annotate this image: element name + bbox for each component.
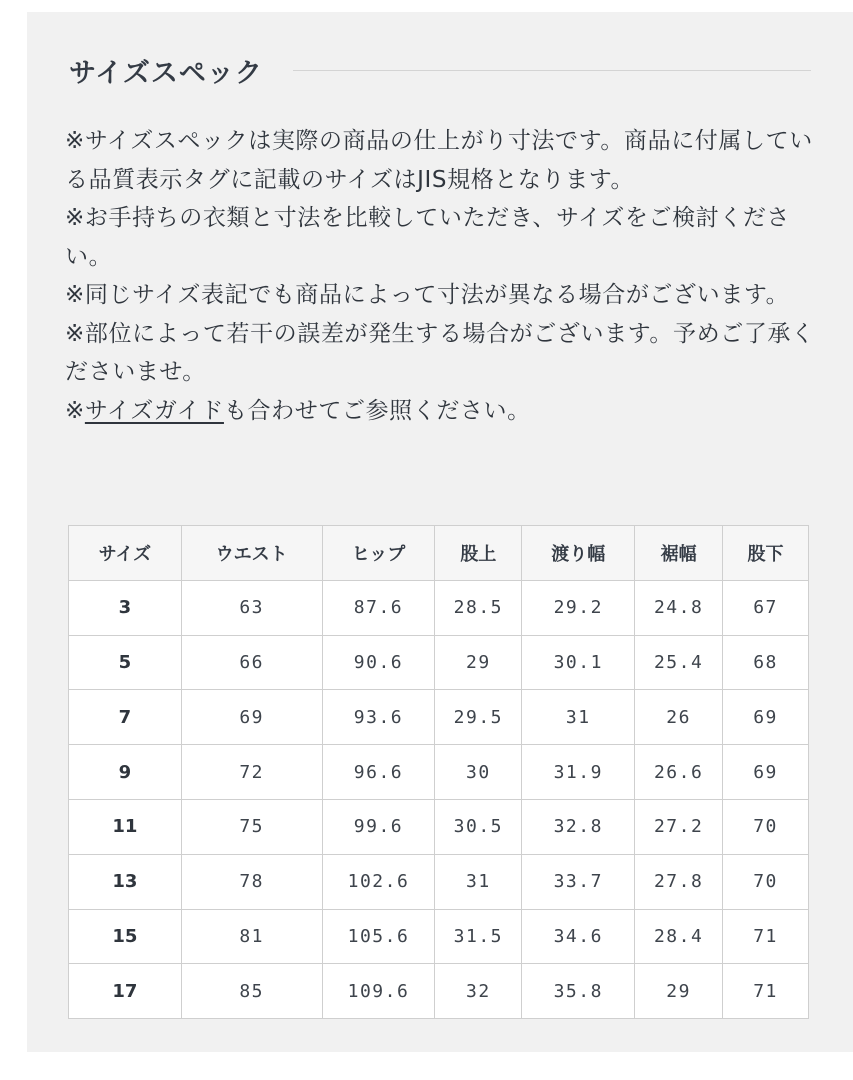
column-header: ウエスト (181, 526, 322, 581)
table-cell: 90.6 (322, 635, 435, 690)
size-cell: 7 (69, 690, 182, 745)
note-2: ※お手持ちの衣類と寸法を比較していただき、サイズをご検討ください。 (65, 205, 791, 270)
table-cell: 34.6 (522, 909, 635, 964)
table-cell: 27.2 (635, 799, 723, 854)
table-cell: 96.6 (322, 745, 435, 800)
table-cell: 93.6 (322, 690, 435, 745)
table-cell: 69 (181, 690, 322, 745)
note-4: ※部位によって若干の誤差が発生する場合がございます。予めご了承くださいませ。 (65, 320, 815, 385)
table-cell: 25.4 (635, 635, 723, 690)
size-guide-link[interactable]: サイズガイド (84, 397, 224, 424)
section-title: サイズスペック (69, 57, 263, 89)
size-cell: 11 (69, 799, 182, 854)
column-header: 股下 (723, 526, 809, 581)
size-cell: 15 (69, 909, 182, 964)
table-row (69, 635, 809, 690)
table-cell: 30 (435, 745, 522, 800)
column-header: ヒップ (322, 526, 435, 581)
table-cell: 28.4 (635, 909, 723, 964)
size-cell: 9 (69, 745, 182, 800)
column-header: 裾幅 (635, 526, 723, 581)
table-cell: 68 (723, 635, 809, 690)
note-3: ※同じサイズ表記でも商品によって寸法が異なる場合がございます。 (65, 282, 790, 308)
table-row (69, 690, 809, 745)
size-cell: 5 (69, 635, 182, 690)
table-cell: 30.5 (435, 799, 522, 854)
table-cell: 63 (181, 580, 322, 635)
table-row (69, 580, 809, 635)
column-header: 渡り幅 (522, 526, 635, 581)
table-cell: 99.6 (322, 799, 435, 854)
table-cell: 69 (723, 745, 809, 800)
size-spec-panel (27, 12, 853, 1052)
table-cell: 69 (723, 690, 809, 745)
table-row (69, 799, 809, 854)
table-cell: 72 (181, 745, 322, 800)
table-cell: 70 (723, 854, 809, 909)
note-5 (65, 392, 815, 431)
table-cell: 87.6 (322, 580, 435, 635)
table-cell: 33.7 (522, 854, 635, 909)
table-row (69, 909, 809, 964)
table-cell: 29.2 (522, 580, 635, 635)
table-cell: 70 (723, 799, 809, 854)
table-row (69, 964, 809, 1019)
table-cell: 26 (635, 690, 723, 745)
note-1: ※サイズスペックは実際の商品の仕上がり寸法です。商品に付属している品質表示タグに記載のサイズはJIS規格となります。 (65, 128, 813, 193)
table-cell: 67 (723, 580, 809, 635)
size-cell: 13 (69, 854, 182, 909)
table-cell: 71 (723, 909, 809, 964)
size-cell: 17 (69, 964, 182, 1019)
table-cell: 75 (181, 799, 322, 854)
table-cell: 24.8 (635, 580, 723, 635)
size-spec-table (68, 525, 809, 1019)
note-5-prefix: ※ (65, 397, 85, 424)
table-cell: 31.5 (435, 909, 522, 964)
section-header (69, 48, 811, 92)
table-cell: 32 (435, 964, 522, 1019)
table-cell: 26.6 (635, 745, 723, 800)
heading-divider (293, 70, 811, 71)
table-cell: 102.6 (322, 854, 435, 909)
size-notes (65, 122, 815, 430)
table-cell: 66 (181, 635, 322, 690)
table-header-row (69, 526, 809, 581)
table-cell: 71 (723, 964, 809, 1019)
note-5-suffix: も合わせてご参照ください。 (223, 397, 531, 424)
size-cell: 3 (69, 580, 182, 635)
table-cell: 28.5 (435, 580, 522, 635)
column-header: 股上 (435, 526, 522, 581)
table-cell: 29 (635, 964, 723, 1019)
table-cell: 31 (522, 690, 635, 745)
table-cell: 35.8 (522, 964, 635, 1019)
table-cell: 81 (181, 909, 322, 964)
table-cell: 31 (435, 854, 522, 909)
table-cell: 105.6 (322, 909, 435, 964)
table-row (69, 854, 809, 909)
table-cell: 109.6 (322, 964, 435, 1019)
table-cell: 30.1 (522, 635, 635, 690)
table-cell: 78 (181, 854, 322, 909)
table-cell: 29.5 (435, 690, 522, 745)
table-cell: 27.8 (635, 854, 723, 909)
table-cell: 85 (181, 964, 322, 1019)
column-header: サイズ (69, 526, 182, 581)
table-cell: 31.9 (522, 745, 635, 800)
table-row (69, 745, 809, 800)
table-cell: 29 (435, 635, 522, 690)
table-cell: 32.8 (522, 799, 635, 854)
